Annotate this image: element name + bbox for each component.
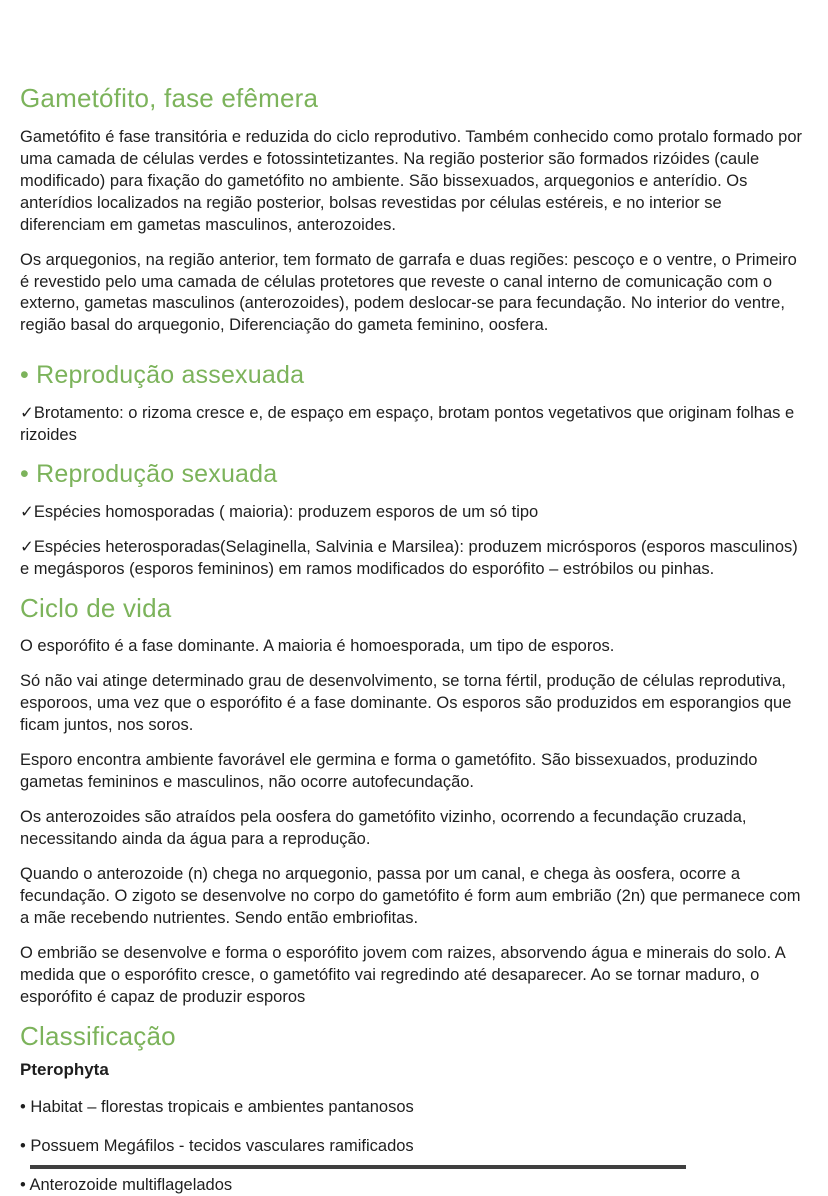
section-reproducao-sexuada [20,460,804,581]
section-reproducao-assexuada [20,361,804,447]
bullet-habitat: • Habitat – florestas tropicais e ambientes pantanosos [20,1097,414,1116]
paragraph-ciclo-3: Esporo encontra ambiente favorável ele germina e forma o gametófito. São bissexuados, produzindo gametas femininos e masculinos, não ocorre autofecundação. [20,751,758,792]
paragraph-gametofito-2: Os arquegonios, na região anterior, tem formato de garrafa e duas regiões: pescoço e o ventre, o Primeiro é revestido pelo uma camada de células protetores que reveste o canal interno de comunicação com o externo, gametas masculinos (anterozoides), podem deslocar-se para fecundação. No interior do ventre, região basal do arquegonio, Diferenciação do gameta feminino, oosfera. [20,250,797,335]
paragraph-ciclo-2: Só não vai atinge determinado grau de desenvolvimento, se torna fértil, produção de células reprodutiva, esporoos, uma vez que o esporófito é a fase dominante. Os esporos são produzidos em esporangios que ficam juntos, nos soros. [20,672,792,735]
paragraph-gametofito-1: Gametófito é fase transitória e reduzida do ciclo reprodutivo. Também conhecido como protalo formado por uma camada de células verdes e fotossintetizantes. Na região posterior são formados rizóides (caule modificado) para fixação do gametófito no ambiente. São bissexuados, arquegonios e anterídio. Os anterídios localizados na região posterior, bolsas revestidas por células estéreis, e no interior se diferenciam em gametas masculinos, anterozoides. [20,127,803,234]
paragraph-ciclo-1: O esporófito é a fase dominante. A maioria é homoesporada, um tipo de esporos. [20,637,615,656]
heading-reproducao-sexuada: • Reprodução sexuada [20,459,278,488]
heading-gametofito: Gametófito, fase efêmera [20,83,319,113]
check-item-heterosporadas: ✓Espécies heterosporadas(Selaginella, Salvinia e Marsilea): produzem micrósporos (esporos masculinos) e megásporos (esporos femininos) em ramos modificados do esporófito – estróbilos ou pinhas. [20,537,798,578]
check-item-brotamento: ✓Brotamento: o rizoma cresce e, de espaço em espaço, brotam pontos vegetativos que originam folhas e rizoides [20,404,795,445]
section-gametofito [20,84,804,337]
paragraph-ciclo-6: O embrião se desenvolve e forma o esporófito jovem com raizes, absorvendo água e minerais do solo. A medida que o esporófito cresce, o gametófito vai regredindo até desaparecer. Ao se tornar maduro, o esporófito é capaz de produzir esporos [20,943,785,1006]
heading-reproducao-assexuada: • Reprodução assexuada [20,361,305,390]
paragraph-ciclo-5: Quando o anterozoide (n) chega no arquegonio, passa por um canal, e chega às oosfera, ocorre a fecundação. O zigoto se desenvolve no corpo do gametófito é form aum embrião (2n) que permanece com a mãe recebendo nutrientes. Sendo então embriofitas. [20,864,801,927]
check-item-homosporadas: ✓Espécies homosporadas ( maioria): produzem esporos de um só tipo [20,502,539,521]
page-edge-line [30,1165,686,1169]
heading-classificacao: Classificação [20,1020,176,1051]
subheading-pterophyta: Pterophyta [20,1060,109,1080]
bullet-megafilos: • Possuem Megáfilos - tecidos vasculares ramificados [20,1136,414,1155]
section-ciclo-de-vida [20,594,804,1009]
heading-ciclo-de-vida: Ciclo de vida [20,592,172,623]
section-classificacao [20,1022,804,1196]
paragraph-ciclo-4: Os anterozoides são atraídos pela oosfera do gametófito vizinho, ocorrendo a fecundação cruzada, necessitando ainda da água para a reprodução. [20,808,747,848]
bullet-anterozoide: • Anterozoide multiflagelados [20,1175,233,1194]
